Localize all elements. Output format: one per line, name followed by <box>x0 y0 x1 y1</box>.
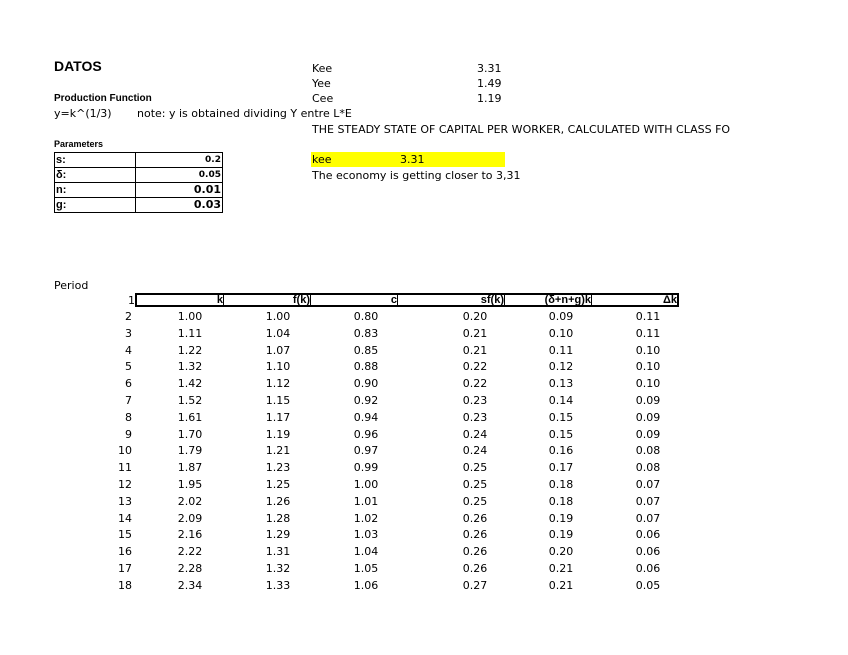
header-delta-k: Δk <box>662 294 677 306</box>
cell-sfk[interactable]: 0.24 <box>462 444 488 458</box>
table-row <box>0 326 848 342</box>
row-period[interactable]: 14 <box>118 511 132 525</box>
cell-k[interactable]: 2.16 <box>177 528 203 542</box>
cell-depreciation[interactable]: 0.11 <box>548 343 574 357</box>
cell-sfk[interactable]: 0.22 <box>462 360 488 374</box>
cell-delta-k[interactable]: 0.10 <box>635 377 661 391</box>
header-k: k <box>137 295 224 305</box>
row-period[interactable]: 17 <box>118 562 132 575</box>
row-period[interactable]: 13 <box>118 494 132 508</box>
parameters-heading: Parameters <box>54 139 104 149</box>
cell-k[interactable]: 1.61 <box>177 410 203 424</box>
cell-fk[interactable]: 1.32 <box>265 562 291 575</box>
cell-delta-k[interactable]: 0.07 <box>635 478 661 491</box>
cell-sfk[interactable]: 0.23 <box>462 410 488 424</box>
cell-delta-k[interactable]: 0.11 <box>635 310 661 323</box>
cell-c[interactable]: 1.06 <box>353 578 379 592</box>
cell-delta-k[interactable]: 0.09 <box>635 394 661 407</box>
parameter-row <box>55 198 223 213</box>
cell-sfk[interactable]: 0.26 <box>462 545 488 559</box>
cell-k[interactable]: 2.34 <box>177 578 203 592</box>
parameter-value[interactable]: 0.03 <box>136 198 223 213</box>
row-period[interactable]: 4 <box>125 343 132 357</box>
cell-fk[interactable]: 1.07 <box>265 343 291 357</box>
cell-delta-k[interactable]: 0.07 <box>635 511 661 525</box>
cell-k[interactable]: 1.22 <box>177 343 203 357</box>
table-row <box>0 309 848 325</box>
parameter-label: n: <box>55 183 136 198</box>
cell-c[interactable]: 0.88 <box>353 360 379 374</box>
production-function-heading: Production Function <box>54 93 152 104</box>
cell-fk[interactable]: 1.04 <box>265 326 291 340</box>
cell-c[interactable]: 0.90 <box>353 377 379 391</box>
cell-delta-k[interactable]: 0.10 <box>635 360 661 374</box>
table-row <box>0 511 848 527</box>
cell-k[interactable]: 1.11 <box>177 326 203 340</box>
table-row <box>0 460 848 476</box>
production-function-formula: y=k^(1/3) <box>54 107 112 120</box>
parameters-table <box>54 152 223 213</box>
row-period[interactable]: 12 <box>118 478 132 491</box>
cell-k[interactable]: 1.00 <box>177 310 203 323</box>
production-function-note: note: y is obtained dividing Y entre L*E <box>137 107 352 120</box>
cell-delta-k[interactable]: 0.06 <box>635 562 661 575</box>
cell-c[interactable]: 1.03 <box>353 528 379 542</box>
row-period[interactable]: 5 <box>125 360 132 374</box>
cell-k[interactable]: 1.95 <box>177 478 203 491</box>
yee-label: Yee <box>312 77 331 90</box>
parameter-row <box>55 168 223 183</box>
cell-sfk[interactable]: 0.20 <box>462 310 488 323</box>
cell-delta-k[interactable]: 0.09 <box>635 427 661 441</box>
cee-value: 1.19 <box>477 92 502 105</box>
table-header <box>135 293 679 307</box>
cell-sfk[interactable]: 0.26 <box>462 528 488 542</box>
cell-delta-k[interactable]: 0.10 <box>635 343 661 357</box>
period-label: Period <box>54 279 89 292</box>
cell-c[interactable]: 1.01 <box>353 494 379 508</box>
cell-c[interactable]: 0.92 <box>353 394 379 407</box>
cell-depreciation[interactable]: 0.21 <box>548 562 574 575</box>
cell-c[interactable]: 0.80 <box>353 310 379 323</box>
cell-delta-k[interactable]: 0.05 <box>635 578 661 592</box>
cell-c[interactable]: 0.99 <box>353 461 379 475</box>
cell-c[interactable]: 1.05 <box>353 562 379 575</box>
cell-sfk[interactable]: 0.23 <box>462 394 488 407</box>
table-row <box>0 359 848 375</box>
cell-delta-k[interactable]: 0.07 <box>635 494 661 508</box>
row-period[interactable]: 18 <box>118 578 132 592</box>
cell-fk[interactable]: 1.29 <box>265 528 291 542</box>
cell-c[interactable]: 1.02 <box>353 511 379 525</box>
row-period[interactable]: 3 <box>125 326 132 340</box>
header-fk: f(k) <box>224 295 311 305</box>
cell-c[interactable]: 1.04 <box>353 545 379 559</box>
cell-depreciation[interactable]: 0.20 <box>548 545 574 559</box>
row-period[interactable]: 10 <box>118 444 132 458</box>
table-row <box>0 561 848 577</box>
table-row <box>0 578 848 594</box>
row-period[interactable]: 15 <box>118 528 132 542</box>
cell-k[interactable]: 2.28 <box>177 562 203 575</box>
cell-sfk[interactable]: 0.25 <box>462 478 488 491</box>
cell-fk[interactable]: 1.12 <box>265 377 291 391</box>
cell-fk[interactable]: 1.19 <box>265 427 291 441</box>
cell-k[interactable]: 1.52 <box>177 394 203 407</box>
cell-delta-k[interactable]: 0.09 <box>635 410 661 424</box>
cell-depreciation[interactable]: 0.18 <box>548 494 574 508</box>
header-depreciation: (δ+n+g)k <box>505 295 592 305</box>
cell-fk[interactable]: 1.33 <box>265 578 291 592</box>
cell-delta-k[interactable]: 0.11 <box>635 326 661 340</box>
cell-sfk[interactable]: 0.21 <box>462 326 488 340</box>
cell-fk[interactable]: 1.25 <box>265 478 291 491</box>
page-title: DATOS <box>54 58 102 74</box>
parameter-row <box>55 153 223 168</box>
cell-sfk[interactable]: 0.25 <box>462 461 488 475</box>
cell-k[interactable]: 1.42 <box>177 377 203 391</box>
parameter-label: δ: <box>55 168 136 183</box>
table-row <box>0 343 848 359</box>
table-row <box>0 443 848 459</box>
cell-k[interactable]: 2.09 <box>177 511 203 525</box>
row-period[interactable]: 16 <box>118 545 132 559</box>
cell-c[interactable]: 0.94 <box>353 410 379 424</box>
cell-delta-k[interactable]: 0.06 <box>635 528 661 542</box>
kee-highlight-value: 3.31 <box>400 153 425 166</box>
row-period[interactable]: 6 <box>125 377 132 391</box>
yee-value: 1.49 <box>477 77 502 90</box>
cell-depreciation[interactable]: 0.18 <box>548 478 574 491</box>
cell-depreciation[interactable]: 0.10 <box>548 326 574 340</box>
kee-highlight-label: kee <box>312 153 332 166</box>
table-row <box>0 544 848 560</box>
table-row <box>0 527 848 543</box>
cell-depreciation[interactable]: 0.14 <box>548 394 574 407</box>
cell-fk[interactable]: 1.21 <box>265 444 291 458</box>
cell-sfk[interactable]: 0.25 <box>462 494 488 508</box>
cell-delta-k[interactable]: 0.06 <box>635 545 661 559</box>
cell-k[interactable]: 1.70 <box>177 427 203 441</box>
header-c: c <box>311 295 398 305</box>
kee-label: Kee <box>312 62 333 75</box>
cell-depreciation[interactable]: 0.15 <box>548 410 574 424</box>
table-body <box>0 309 848 599</box>
cell-depreciation[interactable]: 0.19 <box>548 511 574 525</box>
cell-c[interactable]: 0.83 <box>353 326 379 340</box>
cell-sfk[interactable]: 0.22 <box>462 377 488 391</box>
table-row <box>0 427 848 443</box>
row-period[interactable]: 2 <box>125 310 132 323</box>
kee-value: 3.31 <box>477 62 502 75</box>
cell-depreciation[interactable]: 0.15 <box>548 427 574 441</box>
cell-fk[interactable]: 1.23 <box>265 461 291 475</box>
cell-depreciation[interactable]: 0.19 <box>548 528 574 542</box>
cell-fk[interactable]: 1.31 <box>265 545 291 559</box>
table-row <box>0 376 848 392</box>
parameter-value[interactable]: 0.05 <box>136 168 223 183</box>
row-period[interactable]: 9 <box>125 427 132 441</box>
cell-fk[interactable]: 1.17 <box>265 410 291 424</box>
table-row <box>0 477 848 493</box>
cell-c[interactable]: 0.85 <box>353 343 379 357</box>
cell-k[interactable]: 1.79 <box>177 444 203 458</box>
steady-state-note: THE STEADY STATE OF CAPITAL PER WORKER, CALCULATED WITH CLASS FO <box>312 123 731 136</box>
header-period: 1 <box>128 294 135 307</box>
table-row <box>0 393 848 409</box>
cee-label: Cee <box>312 92 334 105</box>
cell-k[interactable]: 2.02 <box>177 494 203 508</box>
cell-sfk[interactable]: 0.24 <box>462 427 488 441</box>
cell-depreciation[interactable]: 0.12 <box>548 360 574 374</box>
cell-k[interactable]: 1.32 <box>177 360 203 374</box>
row-period[interactable]: 7 <box>125 394 132 407</box>
cell-c[interactable]: 0.97 <box>353 444 379 458</box>
conclusion-text: The economy is getting closer to 3,31 <box>312 169 521 182</box>
row-period[interactable]: 8 <box>125 410 132 424</box>
parameter-value[interactable]: 0.01 <box>136 183 223 198</box>
cell-fk[interactable]: 1.15 <box>265 394 291 407</box>
cell-depreciation[interactable]: 0.16 <box>548 444 574 458</box>
cell-delta-k[interactable]: 0.08 <box>635 461 661 475</box>
row-period[interactable]: 11 <box>118 461 132 475</box>
cell-fk[interactable]: 1.00 <box>265 310 291 323</box>
cell-c[interactable]: 0.96 <box>353 427 379 441</box>
parameter-label: g: <box>55 198 136 213</box>
cell-c[interactable]: 1.00 <box>353 478 379 491</box>
cell-k[interactable]: 1.87 <box>177 461 203 475</box>
parameter-value[interactable]: 0.2 <box>136 153 223 168</box>
header-sfk: sf(k) <box>398 295 505 305</box>
cell-fk[interactable]: 1.28 <box>265 511 291 525</box>
cell-depreciation[interactable]: 0.09 <box>548 310 574 323</box>
cell-depreciation[interactable]: 0.17 <box>548 461 574 475</box>
cell-depreciation[interactable]: 0.13 <box>548 377 574 391</box>
cell-sfk[interactable]: 0.26 <box>462 562 488 575</box>
parameter-label: s: <box>55 153 136 168</box>
cell-depreciation[interactable]: 0.21 <box>548 578 574 592</box>
cell-k[interactable]: 2.22 <box>177 545 203 559</box>
cell-sfk[interactable]: 0.21 <box>462 343 488 357</box>
cell-delta-k[interactable]: 0.08 <box>635 444 661 458</box>
cell-fk[interactable]: 1.26 <box>265 494 291 508</box>
table-row <box>0 494 848 510</box>
parameter-row <box>55 183 223 198</box>
cell-sfk[interactable]: 0.27 <box>462 578 488 592</box>
table-row <box>0 410 848 426</box>
cell-sfk[interactable]: 0.26 <box>462 511 488 525</box>
cell-fk[interactable]: 1.10 <box>265 360 291 374</box>
